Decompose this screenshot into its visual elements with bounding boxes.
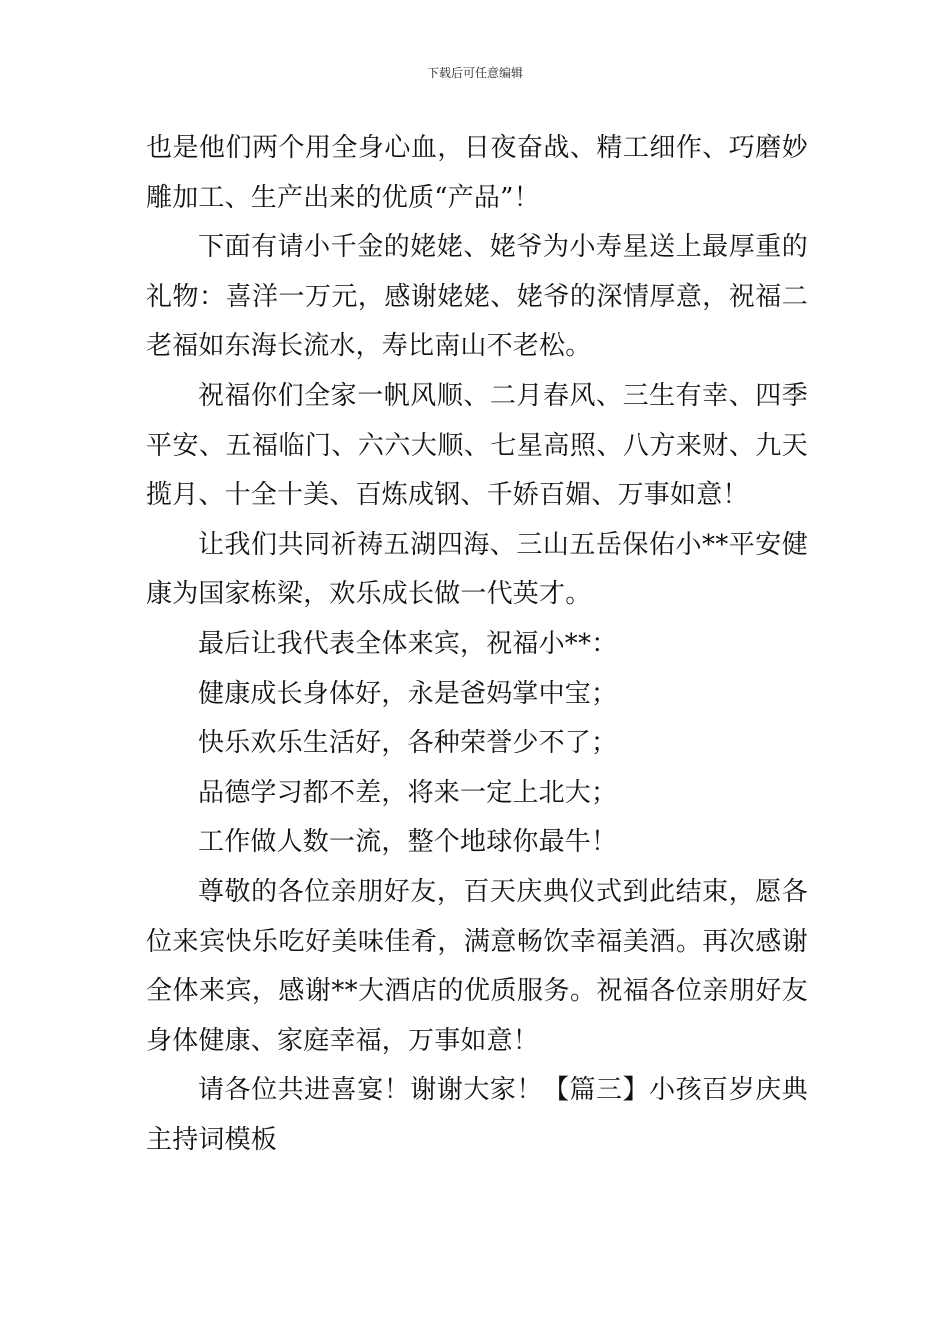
verse-line-4: 工作做人数一流，整个地球你最牛！ <box>198 827 618 858</box>
verse-line-2: 快乐欢乐生活好，各种荣誉少不了； <box>198 728 618 759</box>
verse-line-3: 品德学习都不差，将来一定上北大； <box>198 777 618 808</box>
verse-line-1: 健康成长身体好，永是爸妈掌中宝； <box>198 678 618 709</box>
paragraph-continuation: 也是他们两个用全身心血，日夜奋战、精工细作、巧磨妙雕加工、生产出来的优质“产品”！ <box>146 133 808 213</box>
paragraph-gift-grandparents: 下面有请小千金的姥姥、姥爷为小寿星送上最厚重的礼物：喜洋一万元，感谢姥姥、姥爷的深情厚意，祝福二老福如东海长流水，寿比南山不老松。 <box>146 232 808 362</box>
document-body <box>146 124 808 1165</box>
page-header-note: 下载后可任意编辑 <box>426 66 523 80</box>
paragraph-closing: 尊敬的各位亲朋好友，百天庆典仪式到此结束，愿各位来宾快乐吃好美味佳肴，满意畅饮幸福美酒。再次感谢全体来宾，感谢**大酒店的优质服务。祝福各位亲朋好友身体健康、家庭幸福，万事如意！ <box>146 876 808 1056</box>
paragraph-blessing-intro: 最后让我代表全体来宾，祝福小**： <box>198 628 618 659</box>
paragraph-prayer: 让我们共同祈祷五湖四海、三山五岳保佑小**平安健康为国家栋梁，欢乐成长做一代英才。 <box>146 529 808 610</box>
paragraph-family-blessing: 祝福你们全家一帆风顺、二月春风、三生有幸、四季平安、五福临门、六六大顺、七星高照、八方来财、九天揽月、十全十美、百炼成钢、千娇百媚、万事如意！ <box>146 380 808 511</box>
paragraph-banquet: 请各位共进喜宴！谢谢大家！【篇三】小孩百岁庆典主持词模板 <box>146 1075 808 1155</box>
